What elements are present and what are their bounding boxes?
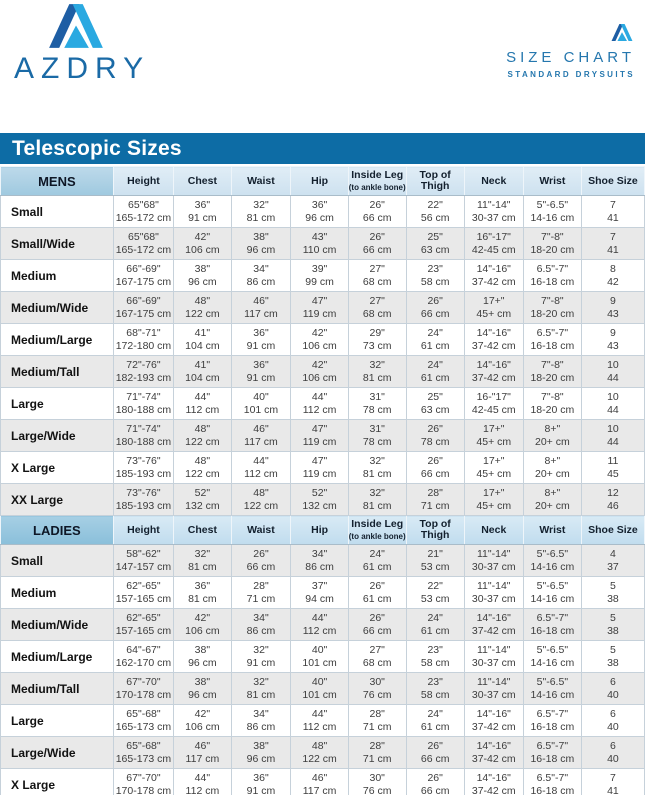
size-row-mens-medium [1, 260, 645, 292]
measurement-top-of-thigh: 26" 66 cm [406, 737, 464, 769]
size-name: Large/Wide [1, 737, 114, 769]
measurement-height: 73"-76" 185-193 cm [113, 484, 174, 516]
measurement-height: 67"-70" 170-178 cm [113, 673, 174, 705]
measurement-top-of-thigh: 24" 61 cm [406, 609, 464, 641]
measurement-wrist: 5"-6.5" 14-16 cm [523, 673, 581, 705]
measurement-height: 65"-68" 165-173 cm [113, 705, 174, 737]
measurement-shoe-size: 10 44 [581, 356, 644, 388]
measurement-shoe-size: 6 40 [581, 737, 644, 769]
measurement-waist: 34" 86 cm [231, 260, 291, 292]
column-header-note: (to ankle bone) [348, 531, 406, 541]
column-header-hip: Hip [291, 516, 348, 545]
size-row-ladies-medium-tall [1, 673, 645, 705]
measurement-hip: 44" 112 cm [291, 609, 348, 641]
size-row-mens-x-large [1, 452, 645, 484]
measurement-shoe-size: 10 44 [581, 420, 644, 452]
measurement-wrist: 6.5"-7" 16-18 cm [523, 609, 581, 641]
column-header-shoe-size: Shoe Size [581, 167, 644, 196]
measurement-neck: 14"-16" 37-42 cm [464, 705, 523, 737]
measurement-waist: 36" 91 cm [231, 769, 291, 795]
measurement-wrist: 6.5"-7" 16-18 cm [523, 769, 581, 795]
size-row-ladies-medium-wide [1, 609, 645, 641]
measurement-waist: 32" 81 cm [231, 196, 291, 228]
measurement-neck: 11"-14" 30-37 cm [464, 641, 523, 673]
size-name: Medium/Wide [1, 609, 114, 641]
measurement-inside-leg: 26" 66 cm [348, 228, 406, 260]
column-header-neck: Neck [464, 167, 523, 196]
telescopic-sizes-table [0, 166, 645, 795]
measurement-wrist: 8+" 20+ cm [523, 452, 581, 484]
measurement-height: 65"68" 165-172 cm [113, 196, 174, 228]
measurement-wrist: 6.5"-7" 16-18 cm [523, 260, 581, 292]
measurement-neck: 16"-17" 42-45 cm [464, 228, 523, 260]
measurement-height: 66"-69" 167-175 cm [113, 260, 174, 292]
measurement-chest: 36" 81 cm [174, 577, 231, 609]
measurement-shoe-size: 5 38 [581, 641, 644, 673]
size-name: Medium/Large [1, 324, 114, 356]
measurement-shoe-size: 7 41 [581, 196, 644, 228]
measurement-shoe-size: 10 44 [581, 388, 644, 420]
size-row-ladies-large-wide [1, 737, 645, 769]
measurement-height: 73"-76" 185-193 cm [113, 452, 174, 484]
size-name: X Large [1, 769, 114, 795]
size-name: Medium/Large [1, 641, 114, 673]
measurement-top-of-thigh: 23" 58 cm [406, 260, 464, 292]
measurement-wrist: 6.5"-7" 16-18 cm [523, 705, 581, 737]
measurement-chest: 48" 122 cm [174, 292, 231, 324]
column-header-chest: Chest [174, 167, 231, 196]
measurement-wrist: 7"-8" 18-20 cm [523, 228, 581, 260]
measurement-shoe-size: 11 45 [581, 452, 644, 484]
measurement-height: 67"-70" 170-178 cm [113, 769, 174, 795]
column-header-wrist: Wrist [523, 516, 581, 545]
measurement-hip: 43" 110 cm [291, 228, 348, 260]
size-chart-subtitle: STANDARD DRYSUITS [507, 70, 635, 79]
measurement-chest: 36" 91 cm [174, 196, 231, 228]
size-name: Medium [1, 577, 114, 609]
measurement-chest: 38" 96 cm [174, 641, 231, 673]
azdry-triangle-logo-icon [48, 4, 104, 48]
measurement-chest: 46" 117 cm [174, 737, 231, 769]
measurement-shoe-size: 7 41 [581, 769, 644, 795]
measurement-shoe-size: 7 41 [581, 228, 644, 260]
measurement-waist: 32" 91 cm [231, 641, 291, 673]
size-row-ladies-small [1, 545, 645, 577]
size-chart-id-block [506, 24, 635, 79]
column-header-note: (to ankle bone) [348, 182, 406, 192]
measurement-chest: 48" 122 cm [174, 452, 231, 484]
measurement-chest: 52" 132 cm [174, 484, 231, 516]
measurement-neck: 14"-16" 37-42 cm [464, 609, 523, 641]
measurement-top-of-thigh: 24" 61 cm [406, 705, 464, 737]
measurement-shoe-size: 6 40 [581, 673, 644, 705]
measurement-waist: 36" 91 cm [231, 324, 291, 356]
measurement-neck: 11"-14" 30-37 cm [464, 673, 523, 705]
size-name: Medium/Tall [1, 356, 114, 388]
measurement-hip: 40" 101 cm [291, 673, 348, 705]
measurement-hip: 37" 94 cm [291, 577, 348, 609]
column-header-wrist: Wrist [523, 167, 581, 196]
size-row-mens-small [1, 196, 645, 228]
size-name: Small/Wide [1, 228, 114, 260]
size-name: Medium/Tall [1, 673, 114, 705]
size-name: X Large [1, 452, 114, 484]
size-row-mens-large-wide [1, 420, 645, 452]
measurement-height: 58"-62" 147-157 cm [113, 545, 174, 577]
measurement-neck: 14"-16" 37-42 cm [464, 260, 523, 292]
measurement-wrist: 5"-6.5" 14-16 cm [523, 577, 581, 609]
measurement-wrist: 7"-8" 18-20 cm [523, 356, 581, 388]
measurement-hip: 34" 86 cm [291, 545, 348, 577]
measurement-shoe-size: 9 43 [581, 324, 644, 356]
measurement-inside-leg: 31" 78 cm [348, 420, 406, 452]
measurement-waist: 38" 96 cm [231, 228, 291, 260]
measurement-shoe-size: 4 37 [581, 545, 644, 577]
table-body [1, 167, 645, 795]
measurement-top-of-thigh: 24" 61 cm [406, 324, 464, 356]
measurement-inside-leg: 26" 66 cm [348, 609, 406, 641]
measurement-inside-leg: 31" 78 cm [348, 388, 406, 420]
measurement-waist: 38" 96 cm [231, 737, 291, 769]
size-row-mens-medium-wide [1, 292, 645, 324]
measurement-inside-leg: 30" 76 cm [348, 673, 406, 705]
measurement-inside-leg: 27" 68 cm [348, 292, 406, 324]
measurement-shoe-size: 6 40 [581, 705, 644, 737]
measurement-shoe-size: 5 38 [581, 609, 644, 641]
column-header-top-of-thigh: Top of Thigh [406, 516, 464, 545]
measurement-top-of-thigh: 21" 53 cm [406, 545, 464, 577]
measurement-chest: 44" 112 cm [174, 769, 231, 795]
measurement-height: 62"-65" 157-165 cm [113, 609, 174, 641]
measurement-height: 71"-74" 180-188 cm [113, 388, 174, 420]
measurement-inside-leg: 26" 61 cm [348, 577, 406, 609]
measurement-inside-leg: 32" 81 cm [348, 484, 406, 516]
size-name: Small [1, 196, 114, 228]
measurement-hip: 48" 122 cm [291, 737, 348, 769]
measurement-hip: 36" 96 cm [291, 196, 348, 228]
measurement-hip: 42" 106 cm [291, 356, 348, 388]
measurement-inside-leg: 28" 71 cm [348, 737, 406, 769]
measurement-chest: 32" 81 cm [174, 545, 231, 577]
measurement-top-of-thigh: 24" 61 cm [406, 356, 464, 388]
measurement-neck: 14"-16" 37-42 cm [464, 324, 523, 356]
measurement-waist: 28" 71 cm [231, 577, 291, 609]
measurement-height: 65"68" 165-172 cm [113, 228, 174, 260]
column-header-chest: Chest [174, 516, 231, 545]
size-name: XX Large [1, 484, 114, 516]
column-header-shoe-size: Shoe Size [581, 516, 644, 545]
measurement-inside-leg: 28" 71 cm [348, 705, 406, 737]
measurement-wrist: 5"-6.5" 14-16 cm [523, 196, 581, 228]
measurement-waist: 46" 117 cm [231, 420, 291, 452]
size-name: Large [1, 705, 114, 737]
size-name: Medium [1, 260, 114, 292]
measurement-top-of-thigh: 23" 58 cm [406, 673, 464, 705]
measurement-hip: 47" 119 cm [291, 292, 348, 324]
measurement-neck: 17+" 45+ cm [464, 292, 523, 324]
measurement-height: 62"-65" 157-165 cm [113, 577, 174, 609]
measurement-height: 71"-74" 180-188 cm [113, 420, 174, 452]
size-row-ladies-medium-large [1, 641, 645, 673]
column-header-top-of-thigh: Top of Thigh [406, 167, 464, 196]
measurement-inside-leg: 26" 66 cm [348, 196, 406, 228]
measurement-height: 65"-68" 165-173 cm [113, 737, 174, 769]
measurement-shoe-size: 8 42 [581, 260, 644, 292]
measurement-neck: 14"-16" 37-42 cm [464, 356, 523, 388]
measurement-neck: 17+" 45+ cm [464, 452, 523, 484]
measurement-waist: 40" 101 cm [231, 388, 291, 420]
azdry-mini-triangle-icon [611, 24, 633, 41]
measurement-wrist: 5"-6.5" 14-16 cm [523, 545, 581, 577]
measurement-wrist: 6.5"-7" 16-18 cm [523, 737, 581, 769]
measurement-waist: 46" 117 cm [231, 292, 291, 324]
column-header-inside-leg: Inside Leg (to ankle bone) [348, 516, 406, 545]
measurement-top-of-thigh: 25" 63 cm [406, 228, 464, 260]
size-name: Large [1, 388, 114, 420]
measurement-hip: 44" 112 cm [291, 705, 348, 737]
section-banner-title: Telescopic Sizes [0, 133, 645, 164]
measurement-waist: 26" 66 cm [231, 545, 291, 577]
measurement-waist: 34" 86 cm [231, 705, 291, 737]
measurement-hip: 47" 119 cm [291, 452, 348, 484]
measurement-wrist: 8+" 20+ cm [523, 484, 581, 516]
measurement-wrist: 7"-8" 18-20 cm [523, 292, 581, 324]
measurement-neck: 11"-14" 30-37 cm [464, 545, 523, 577]
column-header-waist: Waist [231, 167, 291, 196]
size-row-mens-large [1, 388, 645, 420]
measurement-top-of-thigh: 22" 53 cm [406, 577, 464, 609]
header-row-mens [1, 167, 645, 196]
measurement-chest: 42" 106 cm [174, 609, 231, 641]
size-chart-title: SIZE CHART [506, 49, 635, 66]
measurement-hip: 52" 132 cm [291, 484, 348, 516]
measurement-waist: 34" 86 cm [231, 609, 291, 641]
measurement-inside-leg: 27" 68 cm [348, 641, 406, 673]
size-row-mens-small-wide [1, 228, 645, 260]
measurement-top-of-thigh: 23" 58 cm [406, 641, 464, 673]
measurement-waist: 44" 112 cm [231, 452, 291, 484]
measurement-wrist: 5"-6.5" 14-16 cm [523, 641, 581, 673]
measurement-top-of-thigh: 26" 66 cm [406, 452, 464, 484]
measurement-chest: 38" 96 cm [174, 673, 231, 705]
measurement-chest: 41" 104 cm [174, 324, 231, 356]
column-header-height: Height [113, 516, 174, 545]
size-row-ladies-medium [1, 577, 645, 609]
measurement-waist: 36" 91 cm [231, 356, 291, 388]
measurement-neck: 16-"17" 42-45 cm [464, 388, 523, 420]
measurement-inside-leg: 32" 81 cm [348, 356, 406, 388]
measurement-inside-leg: 29" 73 cm [348, 324, 406, 356]
measurement-chest: 48" 122 cm [174, 420, 231, 452]
measurement-inside-leg: 27" 68 cm [348, 260, 406, 292]
column-header-hip: Hip [291, 167, 348, 196]
header-row-ladies [1, 516, 645, 545]
measurement-neck: 14"-16" 37-42 cm [464, 769, 523, 795]
measurement-hip: 39" 99 cm [291, 260, 348, 292]
measurement-inside-leg: 24" 61 cm [348, 545, 406, 577]
measurement-hip: 44" 112 cm [291, 388, 348, 420]
measurement-waist: 32" 81 cm [231, 673, 291, 705]
measurement-hip: 47" 119 cm [291, 420, 348, 452]
measurement-chest: 42" 106 cm [174, 228, 231, 260]
measurement-inside-leg: 30" 76 cm [348, 769, 406, 795]
measurement-height: 64"-67" 162-170 cm [113, 641, 174, 673]
measurement-top-of-thigh: 26" 66 cm [406, 292, 464, 324]
measurement-shoe-size: 5 38 [581, 577, 644, 609]
measurement-chest: 44" 112 cm [174, 388, 231, 420]
size-row-mens-medium-tall [1, 356, 645, 388]
size-name: Small [1, 545, 114, 577]
size-name: Large/Wide [1, 420, 114, 452]
measurement-chest: 38" 96 cm [174, 260, 231, 292]
measurement-shoe-size: 9 43 [581, 292, 644, 324]
measurement-inside-leg: 32" 81 cm [348, 452, 406, 484]
size-row-mens-xx-large [1, 484, 645, 516]
page-header [0, 0, 645, 133]
measurement-top-of-thigh: 26" 66 cm [406, 769, 464, 795]
section-header-ladies: LADIES [1, 516, 114, 545]
measurement-shoe-size: 12 46 [581, 484, 644, 516]
measurement-waist: 48" 122 cm [231, 484, 291, 516]
measurement-height: 66"-69" 167-175 cm [113, 292, 174, 324]
measurement-hip: 42" 106 cm [291, 324, 348, 356]
measurement-neck: 17+" 45+ cm [464, 420, 523, 452]
measurement-top-of-thigh: 28" 71 cm [406, 484, 464, 516]
column-header-inside-leg: Inside Leg (to ankle bone) [348, 167, 406, 196]
measurement-neck: 14"-16" 37-42 cm [464, 737, 523, 769]
measurement-chest: 41" 104 cm [174, 356, 231, 388]
measurement-wrist: 8+" 20+ cm [523, 420, 581, 452]
measurement-wrist: 7"-8" 18-20 cm [523, 388, 581, 420]
size-row-ladies-x-large [1, 769, 645, 795]
column-header-waist: Waist [231, 516, 291, 545]
measurement-neck: 11"-14" 30-37 cm [464, 196, 523, 228]
column-header-height: Height [113, 167, 174, 196]
measurement-neck: 17+" 45+ cm [464, 484, 523, 516]
brand-name: AZDRY [14, 52, 151, 85]
measurement-top-of-thigh: 26" 78 cm [406, 420, 464, 452]
measurement-wrist: 6.5"-7" 16-18 cm [523, 324, 581, 356]
size-name: Medium/Wide [1, 292, 114, 324]
measurement-hip: 46" 117 cm [291, 769, 348, 795]
measurement-hip: 40" 101 cm [291, 641, 348, 673]
measurement-chest: 42" 106 cm [174, 705, 231, 737]
brand-block [14, 4, 184, 86]
size-row-mens-medium-large [1, 324, 645, 356]
measurement-top-of-thigh: 22" 56 cm [406, 196, 464, 228]
column-header-neck: Neck [464, 516, 523, 545]
size-row-ladies-large [1, 705, 645, 737]
section-header-mens: MENS [1, 167, 114, 196]
measurement-neck: 11"-14" 30-37 cm [464, 577, 523, 609]
measurement-top-of-thigh: 25" 63 cm [406, 388, 464, 420]
measurement-height: 68"-71" 172-180 cm [113, 324, 174, 356]
measurement-height: 72"-76" 182-193 cm [113, 356, 174, 388]
